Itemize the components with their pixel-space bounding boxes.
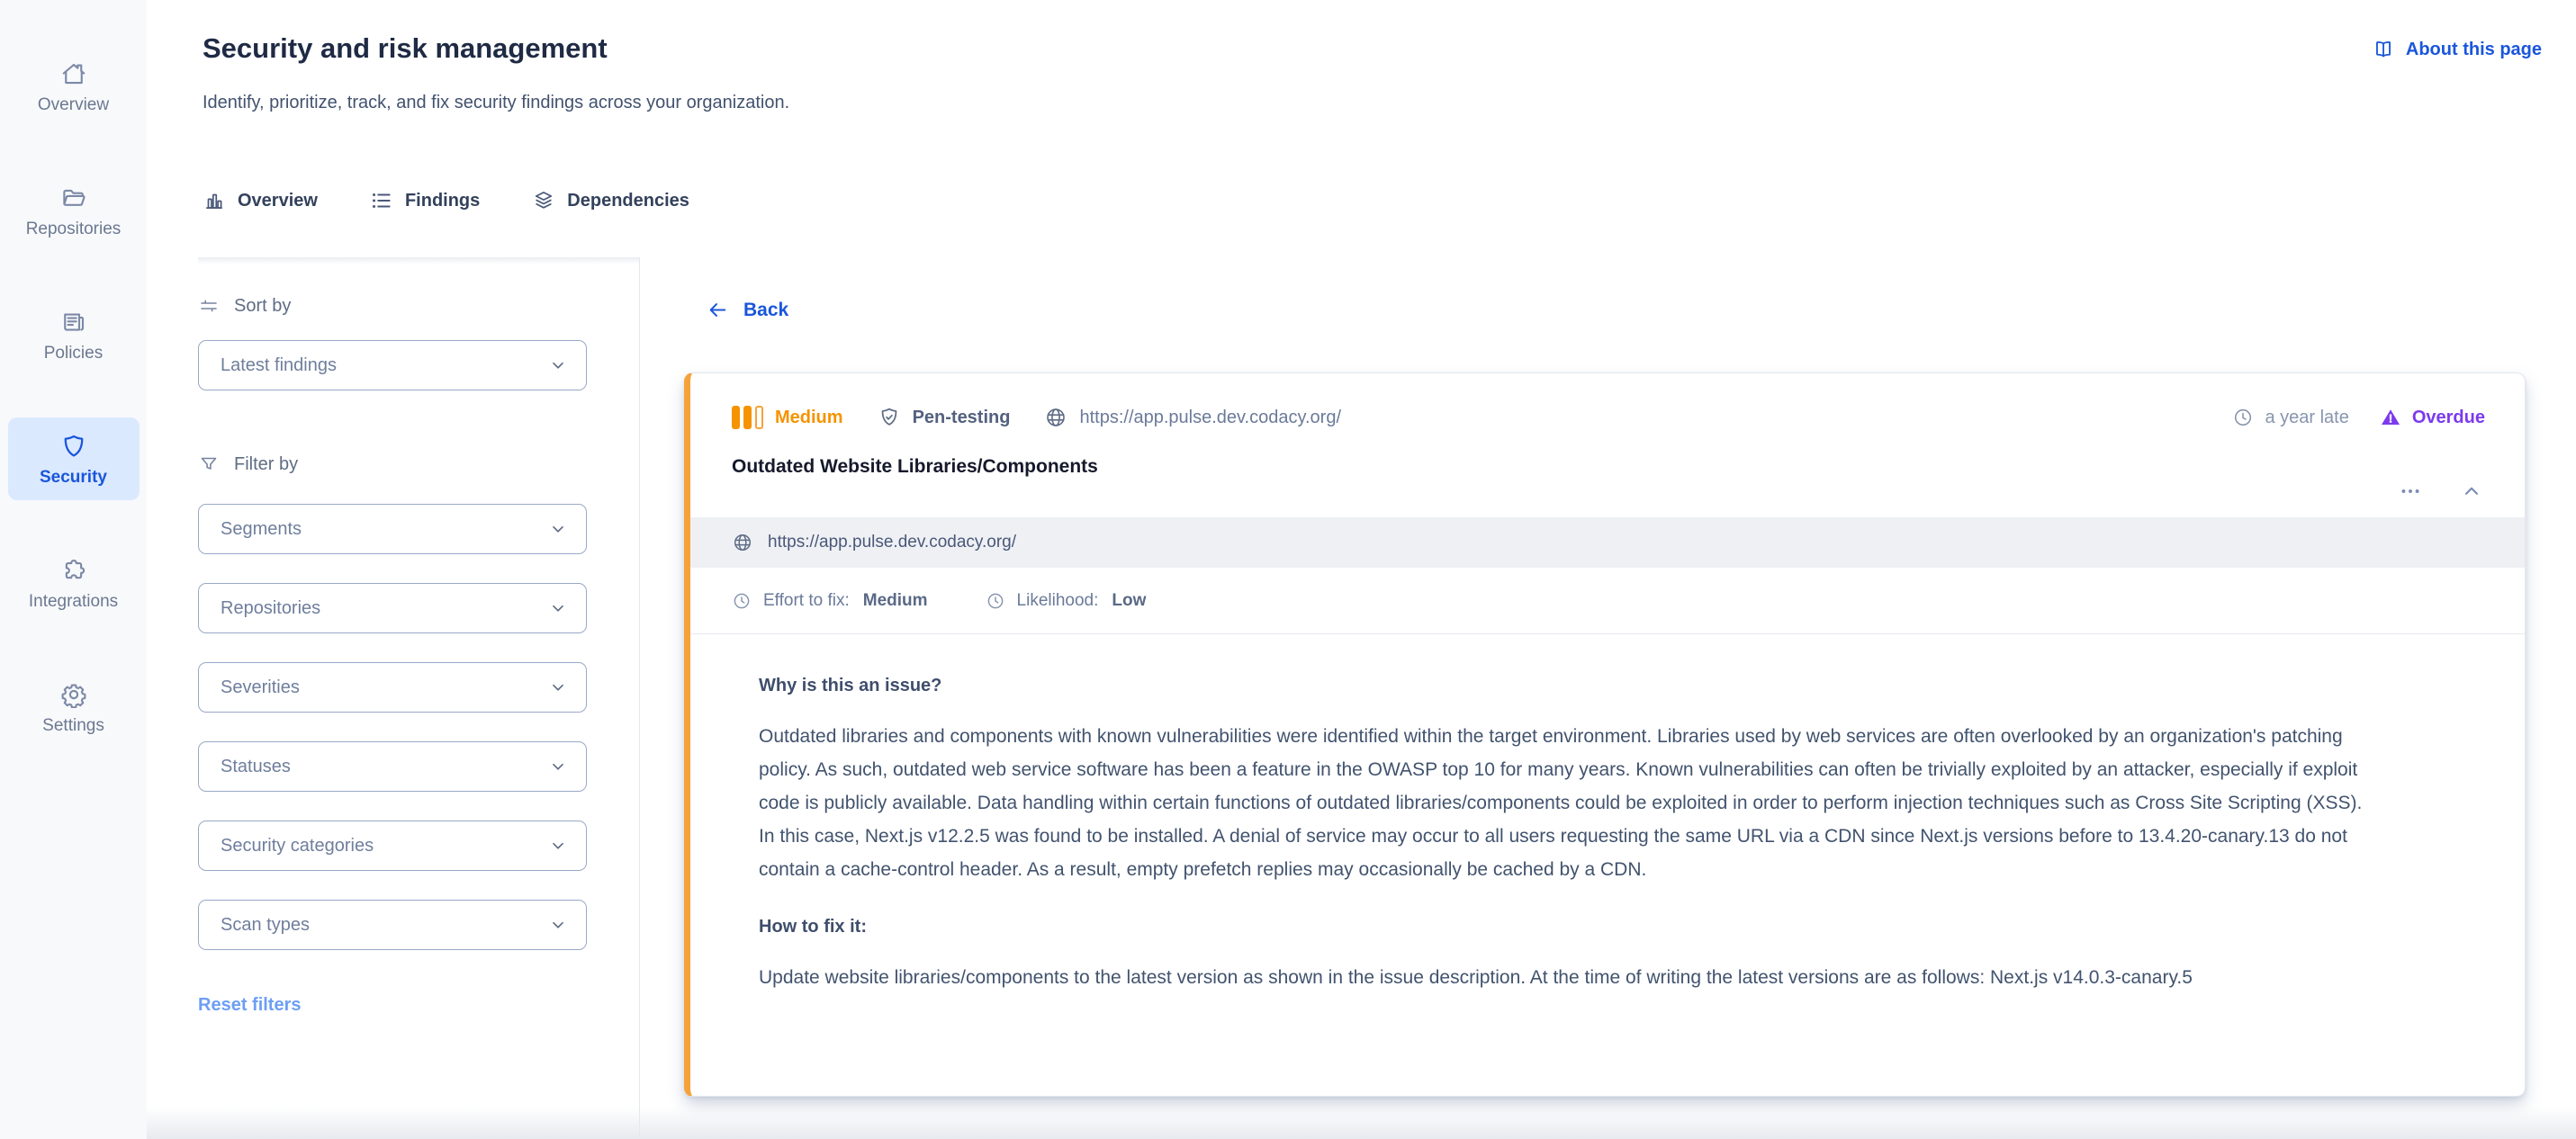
list-icon xyxy=(370,189,393,212)
sidebar-item-label: Overview xyxy=(37,95,110,114)
chevron-down-icon xyxy=(548,598,568,618)
severities-select[interactable]: Severities xyxy=(198,662,587,713)
filter-by-label: Filter by xyxy=(198,453,587,475)
finding-title: Outdated Website Libraries/Components xyxy=(732,456,1098,477)
target-url-row xyxy=(690,517,2525,568)
finding-description xyxy=(690,634,2525,994)
book-icon xyxy=(2372,38,2395,61)
chevron-down-icon xyxy=(548,836,568,856)
bar-chart-icon xyxy=(203,189,226,212)
globe-icon xyxy=(1044,406,1067,429)
content-area xyxy=(147,257,2576,1139)
tab-dependencies[interactable] xyxy=(532,189,689,212)
repositories-select[interactable]: Repositories xyxy=(198,583,587,633)
chevron-down-icon xyxy=(548,677,568,697)
globe-icon xyxy=(732,532,753,553)
sidebar-item-repositories[interactable] xyxy=(8,169,140,252)
home-icon xyxy=(60,60,87,87)
security-categories-select[interactable]: Security categories xyxy=(198,821,587,871)
chevron-down-icon xyxy=(548,355,568,375)
chevron-down-icon xyxy=(548,519,568,539)
sidebar-item-security[interactable] xyxy=(8,417,140,500)
puzzle-icon xyxy=(60,557,87,584)
warning-triangle-icon xyxy=(2380,407,2401,428)
page-header xyxy=(147,0,2576,257)
sidebar-item-policies[interactable] xyxy=(8,293,140,376)
tab-label: Overview xyxy=(238,190,318,211)
sidebar-item-label: Repositories xyxy=(25,220,122,238)
status-badge: Overdue xyxy=(2380,407,2485,428)
fix-heading: How to fix it: xyxy=(759,917,867,937)
folder-icon xyxy=(60,184,87,211)
collapse-chevron-up-icon[interactable] xyxy=(2460,480,2483,503)
target-url: https://app.pulse.dev.codacy.org/ xyxy=(768,533,1017,552)
finding-card-header xyxy=(690,373,2525,517)
segments-select[interactable]: Segments xyxy=(198,504,587,554)
sort-select[interactable]: Latest findings xyxy=(198,340,587,390)
likelihood-value: Low xyxy=(1112,590,1147,610)
sidebar-item-label: Integrations xyxy=(28,592,119,611)
gear-icon xyxy=(60,681,87,708)
chevron-down-icon xyxy=(548,915,568,935)
statuses-select[interactable]: Statuses xyxy=(198,741,587,792)
finding-url: https://app.pulse.dev.codacy.org/ xyxy=(1044,406,1341,429)
ellipsis-menu-icon[interactable] xyxy=(2399,480,2422,503)
chevron-down-icon xyxy=(548,757,568,776)
page-title: Security and risk management xyxy=(203,32,608,64)
page-subtitle: Identify, prioritize, track, and fix security findings across your organization. xyxy=(203,93,790,112)
clock-icon xyxy=(2232,407,2254,428)
sidebar-item-label: Security xyxy=(40,468,107,487)
category-badge: Pen-testing xyxy=(878,406,1011,429)
layers-icon xyxy=(532,189,555,212)
tab-label: Dependencies xyxy=(567,190,689,211)
effort-to-fix: Effort to fix: Medium xyxy=(732,591,928,611)
about-this-page-link[interactable]: About this page xyxy=(2372,38,2542,61)
severity-medium-icon xyxy=(732,406,763,429)
fix-text: Update website libraries/components to the latest version as shown in the issue description. At the time of writing the latest versions are as follows: Next.js v14.0.3-canary.5 xyxy=(759,967,2193,988)
effort-value: Medium xyxy=(862,590,928,610)
tab-overview[interactable] xyxy=(203,189,318,212)
clock-icon xyxy=(986,591,1005,611)
scan-types-select[interactable]: Scan types xyxy=(198,900,587,950)
sort-by-label: Sort by xyxy=(198,295,587,317)
likelihood: Likelihood: Low xyxy=(986,591,1147,611)
finding-card xyxy=(684,372,2526,1097)
sidebar-item-overview[interactable] xyxy=(8,45,140,128)
sidebar-item-settings[interactable] xyxy=(8,666,140,749)
filter-panel xyxy=(198,257,587,1016)
funnel-icon xyxy=(198,453,220,475)
severity-badge: Medium xyxy=(732,406,843,429)
back-link[interactable]: Back xyxy=(707,299,788,321)
finding-meta-row xyxy=(690,568,2525,634)
shield-check-icon xyxy=(878,406,901,429)
reset-filters-link[interactable]: Reset filters xyxy=(198,995,302,1015)
sidebar-item-label: Policies xyxy=(43,344,104,363)
shield-icon xyxy=(60,433,87,460)
sort-icon xyxy=(198,295,220,317)
why-text: Outdated libraries and components with known vulnerabilities were identified within the target environment. Libraries used by web services are often overlooked by an organization's patching policy. As such, outdated web service software has been a feature in the OWASP top 10 for many years. Known vulnerabilities can often be trivially exploited by an attacker, especially if exploit code is publicly available. Data handling within certain functions of outdated libraries/components could be exploited in order to perform injection techniques such as Cross Site Scripting (XSS). In this case, Next.js v12.2.5 was found to be installed. A denial of service may occur to all users requesting the same URL via a CDN since Next.js versions before to 13.4.20-canary.13 do not contain a cache-control header. As a result, empty prefetch replies may occasionally be cached by a CDN. xyxy=(759,726,2363,880)
why-heading: Why is this an issue? xyxy=(759,676,942,695)
tab-findings[interactable] xyxy=(370,189,480,212)
arrow-left-icon xyxy=(707,299,729,321)
newspaper-icon xyxy=(60,309,87,336)
due-indicator: a year late xyxy=(2232,407,2348,428)
sidebar xyxy=(0,0,147,1139)
tab-label: Findings xyxy=(404,190,481,211)
finding-detail-pane xyxy=(640,257,2576,1139)
sidebar-item-integrations[interactable] xyxy=(8,542,140,624)
tab-bar xyxy=(203,189,689,212)
clock-icon xyxy=(732,591,752,611)
sidebar-item-label: Settings xyxy=(42,716,104,735)
